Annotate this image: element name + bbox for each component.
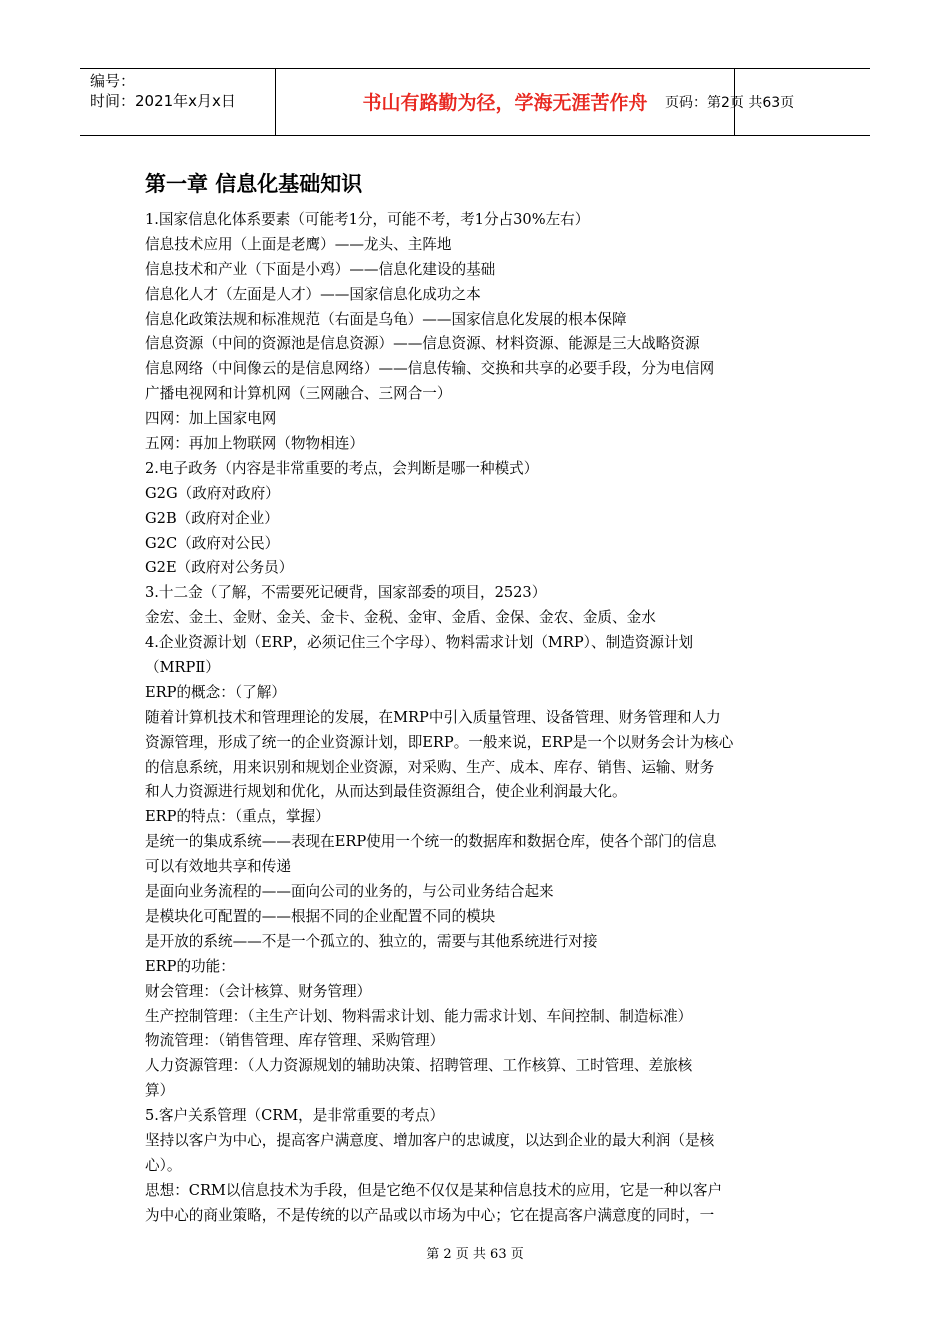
document-time-label: 时间：2021年x月x日 xyxy=(90,92,236,110)
text-line: 思想：CRM以信息技术为手段，但是它绝不仅仅是某种信息技术的应用，它是一种以客户 xyxy=(145,1181,723,1199)
text-line: 财会管理：（会计核算、财务管理） xyxy=(145,982,372,1000)
text-line: 生产控制管理：（主生产计划、物料需求计划、能力需求计划、车间控制、制造标准） xyxy=(145,1007,693,1025)
text-line: G2C（政府对公民） xyxy=(145,534,280,552)
text-line: 随着计算机技术和管理理论的发展，在MRP中引入质量管理、设备管理、财务管理和人力 xyxy=(145,708,721,726)
text-line: G2B（政府对企业） xyxy=(145,509,279,527)
text-line: 是模块化可配置的——根据不同的企业配置不同的模块 xyxy=(145,907,496,925)
text-line: 的信息系统，用来识别和规划企业资源，对采购、生产、成本、库存、销售、运输、财务 xyxy=(145,758,715,776)
text-line: 坚持以客户为中心，提高客户满意度、增加客户的忠诚度，以达到企业的最大利润（是核 xyxy=(145,1131,715,1149)
text-line: 2.电子政务（内容是非常重要的考点，会判断是哪一种模式） xyxy=(145,459,539,477)
text-line: 是面向业务流程的——面向公司的业务的，与公司业务结合起来 xyxy=(145,883,554,901)
text-line: 广播电视网和计算机网（三网融合、三网合一） xyxy=(145,385,452,403)
text-line: 1.国家信息化体系要素（可能考1分，可能不考，考1分占30%左右） xyxy=(145,211,590,228)
text-line: 是统一的集成系统——表现在ERP使用一个统一的数据库和数据仓库，使各个部门的信息 xyxy=(145,833,717,851)
text-line: 物流管理：（销售管理、库存管理、采购管理） xyxy=(145,1032,445,1050)
text-line: 信息技术和产业（下面是小鸡）——信息化建设的基础 xyxy=(145,260,496,278)
text-line: G2E（政府对公务员） xyxy=(145,559,294,577)
body-text xyxy=(145,208,815,1229)
text-line: （MRPⅡ） xyxy=(145,659,220,677)
header-meta xyxy=(90,71,236,111)
text-line: 心）。 xyxy=(145,1156,182,1174)
text-line: 信息化政策法规和标准规范（右面是乌龟）——国家信息化发展的根本保障 xyxy=(145,310,627,328)
text-line: 人力资源管理：（人力资源规划的辅助决策、招聘管理、工作核算、工时管理、差旅核 xyxy=(145,1057,693,1075)
text-line: 信息化人才（左面是人才）——国家信息化成功之本 xyxy=(145,285,481,303)
motto-text: 书山有路勤为径，学海无涯苦作舟 xyxy=(362,92,648,114)
text-line: 5.客户关系管理（CRM，是非常重要的考点） xyxy=(145,1107,445,1125)
text-line: 信息网络（中间像云的是信息网络）——信息传输、交换和共享的必要手段，分为电信网 xyxy=(145,360,715,378)
text-line: 为中心的商业策略，不是传统的以产品或以市场为中心；它在提高客户满意度的同时，一 xyxy=(145,1206,715,1224)
chapter-title: 第一章 信息化基础知识 xyxy=(145,172,363,196)
text-line: ERP的概念：（了解） xyxy=(145,683,286,701)
page-footer: 第 2 页 共 63 页 xyxy=(426,1247,524,1262)
text-line: 和人力资源进行规划和优化，从而达到最佳资源组合，使企业利润最大化。 xyxy=(145,783,627,801)
text-line: 算） xyxy=(145,1082,175,1100)
page-header xyxy=(80,68,870,136)
text-line: 可以有效地共享和传递 xyxy=(145,858,291,876)
text-line: 4.企业资源计划（ERP，必须记住三个字母）、物料需求计划（MRP）、制造资源计划 xyxy=(145,634,694,652)
document-number-label: 编号： xyxy=(90,72,136,90)
text-line: 四网：加上国家电网 xyxy=(145,410,277,428)
text-line: 五网：再加上物联网（物物相连） xyxy=(145,435,364,453)
text-line: ERP的特点：（重点，掌握） xyxy=(145,808,330,826)
text-line: 金宏、金土、金财、金关、金卡、金税、金审、金盾、金保、金农、金质、金水 xyxy=(145,609,656,627)
header-page-info: 页码：第2页 共63页 xyxy=(665,95,795,111)
text-line: G2G（政府对政府） xyxy=(145,484,280,502)
text-line: 是开放的系统——不是一个孤立的、独立的，需要与其他系统进行对接 xyxy=(145,932,598,950)
text-line: 3.十二金（了解，不需要死记硬背，国家部委的项目，2523） xyxy=(145,584,547,602)
text-line: 资源管理，形成了统一的企业资源计划，即ERP。一般来说，ERP是一个以财务会计为核心 xyxy=(145,733,734,751)
text-line: 信息技术应用（上面是老鹰）——龙头、主阵地 xyxy=(145,235,452,253)
text-line: ERP的功能： xyxy=(145,957,235,975)
text-line: 信息资源（中间的资源池是信息资源）——信息资源、材料资源、能源是三大战略资源 xyxy=(145,335,700,353)
